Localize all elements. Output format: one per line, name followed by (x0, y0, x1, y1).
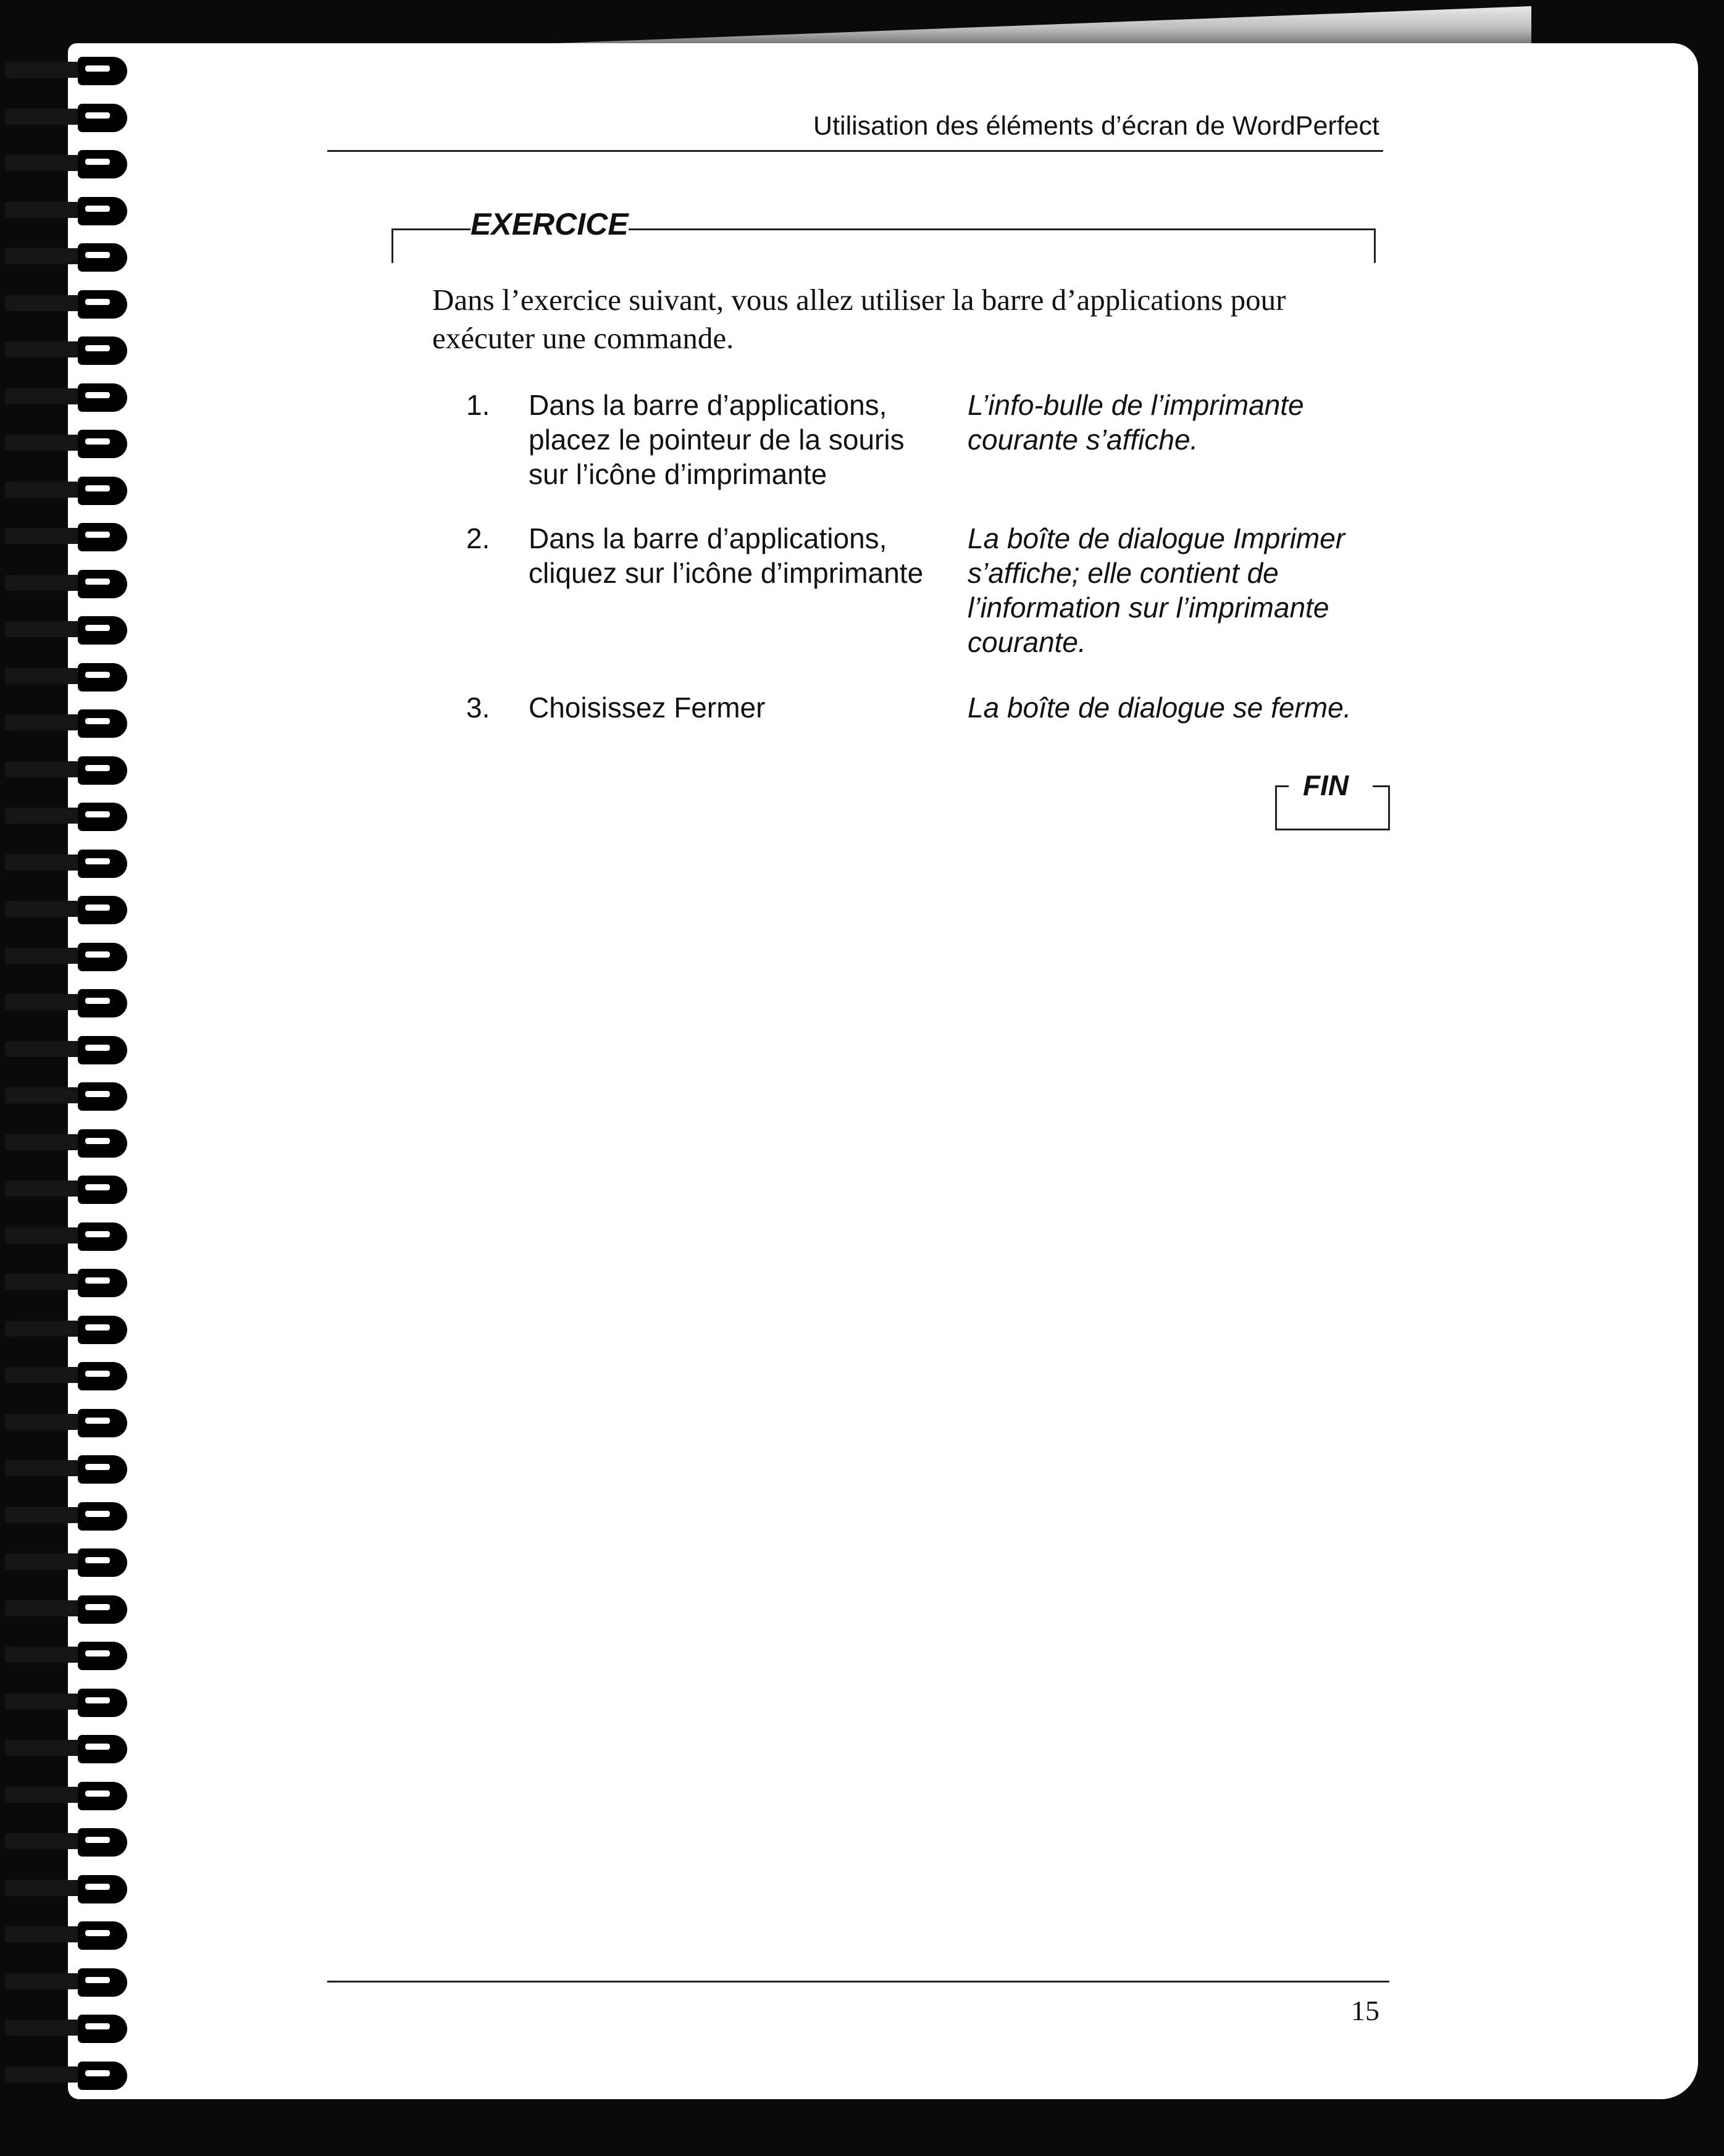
spiral-binding (0, 43, 136, 2081)
binding-ring (5, 1735, 125, 1765)
binding-ring (5, 1409, 125, 1439)
step-result: La boîte de dialogue Imprimer s’affiche; elle contient de l’information sur l’imprimante courante. (968, 522, 1345, 658)
step-action: Dans la barre d’applications, placez le pointeur de la souris sur l’icône d’imprimante (529, 389, 905, 490)
exercise-frame-top-left (391, 228, 471, 230)
binding-ring (5, 803, 125, 832)
binding-ring (5, 1362, 125, 1392)
binding-ring (5, 1828, 125, 1858)
binding-ring (5, 477, 125, 506)
step-number: 1. (466, 389, 490, 421)
step-result: La boîte de dialogue se ferme. (968, 692, 1352, 724)
binding-ring (5, 2062, 125, 2091)
binding-ring (5, 850, 125, 879)
scanned-top-edge (556, 6, 1531, 43)
binding-ring (5, 1875, 125, 1905)
binding-ring (5, 896, 125, 925)
binding-ring (5, 1502, 125, 1532)
binding-ring (5, 1129, 125, 1159)
step-action: Choisissez Fermer (529, 692, 766, 724)
step-result: L’info-bulle de l’imprimante courante s’affiche. (968, 389, 1304, 456)
binding-ring (5, 57, 125, 86)
binding-ring (5, 104, 125, 133)
binding-ring (5, 1548, 125, 1578)
exercise-intro: Dans l’exercice suivant, vous allez utiliser la barre d’applications pour exécuter une commande. (432, 283, 1286, 355)
binding-ring (5, 1968, 125, 1998)
binding-ring (5, 616, 125, 646)
binding-ring (5, 430, 125, 459)
binding-ring (5, 243, 125, 273)
binding-ring (5, 989, 125, 1019)
step-number: 3. (466, 692, 490, 724)
binding-ring (5, 1316, 125, 1345)
binding-ring (5, 663, 125, 693)
binding-ring (5, 1176, 125, 1205)
binding-ring (5, 943, 125, 972)
binding-ring (5, 1455, 125, 1485)
page-number: 15 (1351, 1995, 1379, 2026)
exercise-frame-right (1374, 228, 1376, 263)
binding-ring (5, 1689, 125, 1718)
end-marker-top-left (1275, 785, 1289, 787)
binding-ring (5, 290, 125, 320)
binding-ring (5, 197, 125, 227)
binding-ring (5, 756, 125, 786)
exercise-frame-left (391, 228, 393, 263)
binding-ring (5, 1921, 125, 1951)
step-action: Dans la barre d’applications, cliquez sur l’icône d’imprimante (529, 522, 924, 589)
step-number: 2. (466, 522, 490, 554)
binding-ring (5, 570, 125, 600)
binding-ring (5, 1036, 125, 1066)
binding-ring (5, 1642, 125, 1671)
binding-ring (5, 383, 125, 413)
binding-ring (5, 1782, 125, 1811)
header-rule (327, 150, 1383, 152)
binding-ring (5, 1222, 125, 1252)
end-marker-label: FIN (1303, 769, 1349, 801)
binding-ring (5, 1269, 125, 1298)
footer-rule (327, 1981, 1389, 1983)
binding-ring (5, 709, 125, 739)
binding-ring (5, 1595, 125, 1625)
binding-ring (5, 2015, 125, 2044)
exercise-frame-top-right (629, 228, 1376, 230)
end-marker-top-right (1373, 785, 1388, 787)
running-header: Utilisation des éléments d’écran de WordPerfect (813, 111, 1379, 141)
binding-ring (5, 150, 125, 180)
binding-ring (5, 523, 125, 553)
exercise-title: EXERCICE (471, 207, 629, 241)
binding-ring (5, 1082, 125, 1112)
binding-ring (5, 336, 125, 366)
